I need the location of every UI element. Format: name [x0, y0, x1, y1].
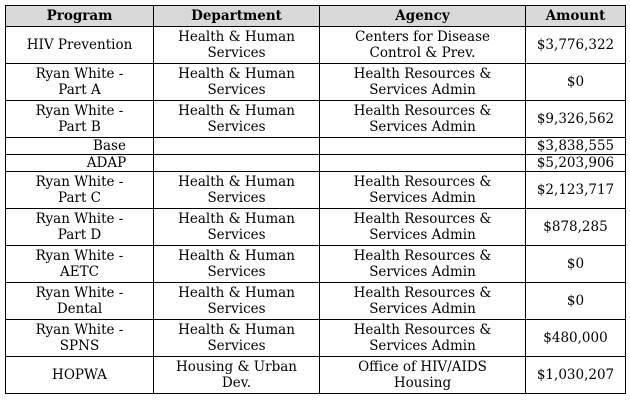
cell-program [6, 320, 154, 357]
table-row [6, 27, 626, 64]
cell-agency [320, 357, 526, 394]
dept-line-1: Health & Human [178, 248, 295, 264]
cell-agency [320, 209, 526, 246]
agency-line-2: Services Admin [369, 264, 476, 280]
cell-department [154, 138, 320, 155]
cell-agency [320, 246, 526, 283]
dept-line-1: Health & Human [178, 174, 295, 190]
cell-amount: $2,123,717 [526, 172, 626, 209]
agency-line-1: Health Resources & [353, 285, 492, 301]
agency-line-1: Health Resources & [353, 211, 492, 227]
cell-amount: $3,838,555 [526, 138, 626, 155]
agency-line-2: Services Admin [369, 82, 476, 98]
agency-line-1: Health Resources & [353, 66, 492, 82]
dept-line-2: Services [207, 190, 266, 206]
cell-department [154, 101, 320, 138]
table-row [6, 101, 626, 138]
cell-department [154, 27, 320, 64]
agency-line-2: Services Admin [369, 301, 476, 317]
table-row [6, 209, 626, 246]
table-row [6, 246, 626, 283]
cell-department [154, 246, 320, 283]
agency-line-2: Housing [393, 375, 452, 391]
cell-amount: $0 [526, 283, 626, 320]
cell-program [6, 246, 154, 283]
agency-line-1: Health Resources & [353, 174, 492, 190]
program-line-2: Part B [58, 119, 101, 135]
program-line-2: Dental [56, 301, 103, 317]
agency-line-2: Services Admin [369, 338, 476, 354]
cell-agency [320, 283, 526, 320]
cell-agency [320, 101, 526, 138]
cell-department [154, 155, 320, 172]
cell-program [6, 283, 154, 320]
dept-line-1: Health & Human [178, 322, 295, 338]
cell-program: HIV Prevention [6, 27, 154, 64]
dept-line-1: Health & Human [178, 103, 295, 119]
program-line-2: Part A [58, 82, 101, 98]
cell-program [6, 64, 154, 101]
program-line-1: Ryan White - [35, 322, 124, 338]
agency-line-1: Health Resources & [353, 322, 492, 338]
dept-line-2: Services [207, 338, 266, 354]
program-line-2: Part C [57, 190, 102, 206]
header-amount: Amount [526, 6, 626, 27]
agency-line-1: Health Resources & [353, 248, 492, 264]
cell-amount: $1,030,207 [526, 357, 626, 394]
program-line-2: SPNS [59, 338, 100, 354]
agency-line-2: Services Admin [369, 227, 476, 243]
cell-amount: $3,776,322 [526, 27, 626, 64]
dept-line-1: Housing & Urban [176, 359, 297, 375]
cell-agency [320, 172, 526, 209]
table-row [6, 357, 626, 394]
table-row [6, 138, 626, 155]
dept-line-2: Services [207, 264, 266, 280]
cell-amount: $9,326,562 [526, 101, 626, 138]
dept-line-2: Services [207, 119, 266, 135]
cell-program [6, 209, 154, 246]
cell-department [154, 209, 320, 246]
program-line-1: Ryan White - [35, 285, 124, 301]
dept-line-2: Services [207, 227, 266, 243]
table-row [6, 283, 626, 320]
cell-department [154, 64, 320, 101]
dept-line-1: Health & Human [178, 66, 295, 82]
dept-line-1: Health & Human [178, 285, 295, 301]
dept-line-2: Services [207, 45, 266, 61]
cell-agency [320, 27, 526, 64]
header-department: Department [154, 6, 320, 27]
agency-line-2: Control & Prev. [369, 45, 476, 61]
header-agency: Agency [320, 6, 526, 27]
cell-agency [320, 138, 526, 155]
program-line-1: Ryan White - [35, 174, 124, 190]
header-program: Program [6, 6, 154, 27]
cell-program: HOPWA [6, 357, 154, 394]
dept-line-2: Services [207, 301, 266, 317]
program-line-1: Ryan White - [35, 66, 124, 82]
table-row [6, 64, 626, 101]
cell-program [6, 101, 154, 138]
table-row [6, 172, 626, 209]
cell-department [154, 320, 320, 357]
cell-agency [320, 155, 526, 172]
agency-line-1: Health Resources & [353, 103, 492, 119]
program-line-2: AETC [60, 264, 99, 280]
program-line-2: Part D [57, 227, 102, 243]
cell-program [6, 172, 154, 209]
cell-department [154, 283, 320, 320]
cell-amount: $5,203,906 [526, 155, 626, 172]
cell-amount: $0 [526, 64, 626, 101]
agency-line-1: Office of HIV/AIDS [358, 359, 487, 375]
dept-line-2: Dev. [221, 375, 252, 391]
dept-line-1: Health & Human [178, 211, 295, 227]
cell-amount: $878,285 [526, 209, 626, 246]
cell-amount: $0 [526, 246, 626, 283]
dept-line-2: Services [207, 82, 266, 98]
table-row [6, 155, 626, 172]
table-header-row [6, 6, 626, 27]
program-line-1: Ryan White - [35, 211, 124, 227]
agency-line-2: Services Admin [369, 119, 476, 135]
table-row [6, 320, 626, 357]
grant-funding-table [5, 5, 626, 394]
sub-program-label: Base [93, 138, 126, 154]
agency-line-2: Services Admin [369, 190, 476, 206]
cell-amount: $480,000 [526, 320, 626, 357]
cell-agency [320, 320, 526, 357]
cell-department [154, 172, 320, 209]
dept-line-1: Health & Human [178, 29, 295, 45]
cell-program [6, 155, 154, 172]
cell-program [6, 138, 154, 155]
cell-agency [320, 64, 526, 101]
agency-line-1: Centers for Disease [355, 29, 490, 45]
program-line-1: Ryan White - [35, 248, 124, 264]
cell-department [154, 357, 320, 394]
sub-program-label: ADAP [86, 155, 127, 171]
program-line-1: Ryan White - [35, 103, 124, 119]
